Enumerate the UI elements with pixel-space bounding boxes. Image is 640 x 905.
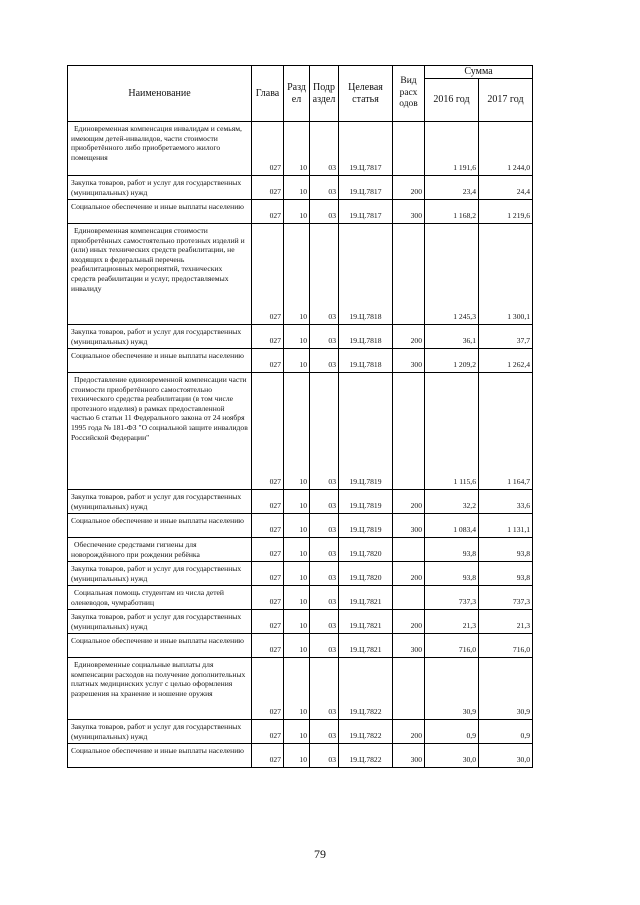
row-sum-2016: 1 168,2 bbox=[425, 200, 479, 224]
row-vid-raskhodov bbox=[393, 586, 425, 610]
row-name: Закупка товаров, работ и услуг для государственных (муниципальных) нужд bbox=[68, 720, 252, 744]
row-name: Закупка товаров, работ и услуг для государственных (муниципальных) нужд bbox=[68, 176, 252, 200]
row-razdel: 10 bbox=[284, 200, 310, 224]
row-tselevaya-statya: 19.Ц.7820 bbox=[339, 562, 393, 586]
table-row bbox=[68, 373, 533, 490]
header-vid-raskhodov: Вид расх одов bbox=[393, 66, 425, 122]
row-name: Обеспечение средствами гигиены для новорождённого при рождении ребёнка bbox=[68, 538, 252, 562]
row-tselevaya-statya: 19.Ц.7822 bbox=[339, 658, 393, 720]
row-glava: 027 bbox=[252, 490, 284, 514]
row-name: Закупка товаров, работ и услуг для государственных (муниципальных) нужд bbox=[68, 562, 252, 586]
row-vid-raskhodov: 300 bbox=[393, 744, 425, 768]
row-sum-2017: 93,8 bbox=[479, 538, 533, 562]
row-sum-2016: 716,0 bbox=[425, 634, 479, 658]
row-sum-2017: 37,7 bbox=[479, 325, 533, 349]
row-tselevaya-statya: 19.Ц.7821 bbox=[339, 610, 393, 634]
row-glava: 027 bbox=[252, 744, 284, 768]
row-sum-2016: 1 083,4 bbox=[425, 514, 479, 538]
row-sum-2017: 1 131,1 bbox=[479, 514, 533, 538]
row-sum-2017: 1 164,7 bbox=[479, 373, 533, 490]
table-row bbox=[68, 538, 533, 562]
row-vid-raskhodov: 300 bbox=[393, 200, 425, 224]
row-razdel: 10 bbox=[284, 325, 310, 349]
row-sum-2017: 93,8 bbox=[479, 562, 533, 586]
row-sum-2017: 30,0 bbox=[479, 744, 533, 768]
row-vid-raskhodov bbox=[393, 538, 425, 562]
row-name: Социальное обеспечение и иные выплаты населению bbox=[68, 744, 252, 768]
row-glava: 027 bbox=[252, 373, 284, 490]
row-podrazdel: 03 bbox=[310, 490, 339, 514]
header-summa: Сумма bbox=[425, 66, 533, 79]
table-row bbox=[68, 224, 533, 325]
row-sum-2017: 21,3 bbox=[479, 610, 533, 634]
row-name: Закупка товаров, работ и услуг для государственных (муниципальных) нужд bbox=[68, 490, 252, 514]
row-razdel: 10 bbox=[284, 122, 310, 176]
header-row-top bbox=[68, 66, 533, 79]
row-podrazdel: 03 bbox=[310, 176, 339, 200]
row-tselevaya-statya: 19.Ц.7819 bbox=[339, 514, 393, 538]
row-vid-raskhodov: 200 bbox=[393, 325, 425, 349]
row-razdel: 10 bbox=[284, 514, 310, 538]
header-2017: 2017 год bbox=[479, 79, 533, 122]
row-sum-2016: 0,9 bbox=[425, 720, 479, 744]
table-row bbox=[68, 610, 533, 634]
row-name: Закупка товаров, работ и услуг для государственных (муниципальных) нужд bbox=[68, 610, 252, 634]
row-razdel: 10 bbox=[284, 720, 310, 744]
row-razdel: 10 bbox=[284, 562, 310, 586]
row-razdel: 10 bbox=[284, 373, 310, 490]
row-sum-2016: 1 115,6 bbox=[425, 373, 479, 490]
row-name: Социальное обеспечение и иные выплаты населению bbox=[68, 634, 252, 658]
row-podrazdel: 03 bbox=[310, 200, 339, 224]
row-razdel: 10 bbox=[284, 586, 310, 610]
table-row bbox=[68, 658, 533, 720]
row-podrazdel: 03 bbox=[310, 514, 339, 538]
row-vid-raskhodov: 200 bbox=[393, 490, 425, 514]
row-sum-2016: 36,1 bbox=[425, 325, 479, 349]
row-vid-raskhodov bbox=[393, 658, 425, 720]
row-vid-raskhodov: 200 bbox=[393, 176, 425, 200]
row-glava: 027 bbox=[252, 562, 284, 586]
row-razdel: 10 bbox=[284, 744, 310, 768]
row-sum-2017: 1 262,4 bbox=[479, 349, 533, 373]
row-tselevaya-statya: 19.Ц.7818 bbox=[339, 325, 393, 349]
row-vid-raskhodov: 300 bbox=[393, 514, 425, 538]
row-sum-2016: 30,0 bbox=[425, 744, 479, 768]
row-sum-2016: 1 245,3 bbox=[425, 224, 479, 325]
row-glava: 027 bbox=[252, 224, 284, 325]
row-sum-2016: 23,4 bbox=[425, 176, 479, 200]
row-sum-2016: 21,3 bbox=[425, 610, 479, 634]
row-tselevaya-statya: 19.Ц.7822 bbox=[339, 744, 393, 768]
row-sum-2016: 1 209,2 bbox=[425, 349, 479, 373]
table-row bbox=[68, 490, 533, 514]
row-sum-2016: 1 191,6 bbox=[425, 122, 479, 176]
row-podrazdel: 03 bbox=[310, 634, 339, 658]
header-razdel: Разд ел bbox=[284, 66, 310, 122]
row-glava: 027 bbox=[252, 658, 284, 720]
row-sum-2017: 716,0 bbox=[479, 634, 533, 658]
row-glava: 027 bbox=[252, 538, 284, 562]
row-sum-2016: 32,2 bbox=[425, 490, 479, 514]
row-podrazdel: 03 bbox=[310, 586, 339, 610]
row-tselevaya-statya: 19.Ц.7817 bbox=[339, 122, 393, 176]
row-name: Социальное обеспечение и иные выплаты населению bbox=[68, 514, 252, 538]
row-glava: 027 bbox=[252, 586, 284, 610]
row-vid-raskhodov: 200 bbox=[393, 562, 425, 586]
table-row bbox=[68, 349, 533, 373]
row-razdel: 10 bbox=[284, 538, 310, 562]
budget-table-container bbox=[67, 65, 532, 768]
row-glava: 027 bbox=[252, 610, 284, 634]
row-tselevaya-statya: 19.Ц.7819 bbox=[339, 373, 393, 490]
row-vid-raskhodov bbox=[393, 373, 425, 490]
row-sum-2017: 24,4 bbox=[479, 176, 533, 200]
table-row bbox=[68, 634, 533, 658]
table-row bbox=[68, 176, 533, 200]
table-row bbox=[68, 514, 533, 538]
row-tselevaya-statya: 19.Ц.7822 bbox=[339, 720, 393, 744]
row-razdel: 10 bbox=[284, 224, 310, 325]
row-name: Предоставление единовременной компенсации части стоимости приобретённого самостоятельно технического средства реабилитации (в том числе протезного изделия) в рамках предоставленной частью 6 статьи 11 Федерального закона от 24 ноября 1995 года № 181-ФЗ "О социальной защите инвалидов Российской Федерации" bbox=[68, 373, 252, 490]
row-vid-raskhodov: 200 bbox=[393, 720, 425, 744]
row-glava: 027 bbox=[252, 720, 284, 744]
table-row bbox=[68, 744, 533, 768]
table-row bbox=[68, 586, 533, 610]
row-tselevaya-statya: 19.Ц.7819 bbox=[339, 490, 393, 514]
header-podrazdel: Подр аздел bbox=[310, 66, 339, 122]
row-glava: 027 bbox=[252, 122, 284, 176]
row-podrazdel: 03 bbox=[310, 720, 339, 744]
row-glava: 027 bbox=[252, 200, 284, 224]
row-razdel: 10 bbox=[284, 490, 310, 514]
row-podrazdel: 03 bbox=[310, 349, 339, 373]
row-podrazdel: 03 bbox=[310, 562, 339, 586]
row-podrazdel: 03 bbox=[310, 538, 339, 562]
row-podrazdel: 03 bbox=[310, 325, 339, 349]
row-tselevaya-statya: 19.Ц.7818 bbox=[339, 224, 393, 325]
header-2016: 2016 год bbox=[425, 79, 479, 122]
row-vid-raskhodov: 300 bbox=[393, 349, 425, 373]
row-name: Единовременная компенсация стоимости приобретённых самостоятельно протезных изделий и (или) иных технических средств реабилитации, не входящих в федеральный перечень реабилитационных мероприятий, технических средств реабилитации и услуг, предоставляемых инвалиду bbox=[68, 224, 252, 325]
table-row bbox=[68, 720, 533, 744]
row-sum-2017: 1 244,0 bbox=[479, 122, 533, 176]
header-glava: Глава bbox=[252, 66, 284, 122]
row-tselevaya-statya: 19.Ц.7817 bbox=[339, 200, 393, 224]
row-podrazdel: 03 bbox=[310, 744, 339, 768]
page-number: 79 bbox=[314, 847, 326, 861]
table-row bbox=[68, 562, 533, 586]
row-sum-2016: 93,8 bbox=[425, 538, 479, 562]
row-sum-2016: 737,3 bbox=[425, 586, 479, 610]
row-sum-2017: 1 300,1 bbox=[479, 224, 533, 325]
row-name: Единовременная компенсация инвалидам и семьям, имеющим детей-инвалидов, части стоимости приобретённого либо приобретаемого жилого помещения bbox=[68, 122, 252, 176]
row-glava: 027 bbox=[252, 325, 284, 349]
budget-table bbox=[67, 65, 533, 768]
row-podrazdel: 03 bbox=[310, 373, 339, 490]
row-vid-raskhodov: 300 bbox=[393, 634, 425, 658]
row-tselevaya-statya: 19.Ц.7820 bbox=[339, 538, 393, 562]
row-glava: 027 bbox=[252, 349, 284, 373]
row-name: Закупка товаров, работ и услуг для государственных (муниципальных) нужд bbox=[68, 325, 252, 349]
row-sum-2017: 33,6 bbox=[479, 490, 533, 514]
row-sum-2017: 737,3 bbox=[479, 586, 533, 610]
row-name: Социальное обеспечение и иные выплаты населению bbox=[68, 349, 252, 373]
row-razdel: 10 bbox=[284, 176, 310, 200]
row-podrazdel: 03 bbox=[310, 610, 339, 634]
row-sum-2017: 1 219,6 bbox=[479, 200, 533, 224]
row-podrazdel: 03 bbox=[310, 122, 339, 176]
row-name: Социальная помощь студентам из числа детей оленеводов, чумработниц bbox=[68, 586, 252, 610]
header-naimenovanie: Наименование bbox=[68, 66, 252, 122]
row-tselevaya-statya: 19.Ц.7821 bbox=[339, 586, 393, 610]
row-name: Единовременные социальные выплаты для компенсации расходов на получение дополнительных платных медицинских услуг с целью оформления разрешения на хранение и ношение оружия bbox=[68, 658, 252, 720]
row-tselevaya-statya: 19.Ц.7817 bbox=[339, 176, 393, 200]
header-tselevaya-statya: Целевая статья bbox=[339, 66, 393, 122]
row-vid-raskhodov bbox=[393, 224, 425, 325]
row-podrazdel: 03 bbox=[310, 224, 339, 325]
row-sum-2016: 93,8 bbox=[425, 562, 479, 586]
row-vid-raskhodov: 200 bbox=[393, 610, 425, 634]
row-name: Социальное обеспечение и иные выплаты населению bbox=[68, 200, 252, 224]
row-glava: 027 bbox=[252, 176, 284, 200]
row-sum-2017: 0,9 bbox=[479, 720, 533, 744]
row-sum-2016: 30,9 bbox=[425, 658, 479, 720]
row-tselevaya-statya: 19.Ц.7818 bbox=[339, 349, 393, 373]
row-razdel: 10 bbox=[284, 349, 310, 373]
row-razdel: 10 bbox=[284, 610, 310, 634]
row-podrazdel: 03 bbox=[310, 658, 339, 720]
row-vid-raskhodov bbox=[393, 122, 425, 176]
row-razdel: 10 bbox=[284, 634, 310, 658]
row-glava: 027 bbox=[252, 634, 284, 658]
table-row bbox=[68, 200, 533, 224]
table-row bbox=[68, 325, 533, 349]
row-razdel: 10 bbox=[284, 658, 310, 720]
row-glava: 027 bbox=[252, 514, 284, 538]
table-row bbox=[68, 122, 533, 176]
row-tselevaya-statya: 19.Ц.7821 bbox=[339, 634, 393, 658]
row-sum-2017: 30,9 bbox=[479, 658, 533, 720]
